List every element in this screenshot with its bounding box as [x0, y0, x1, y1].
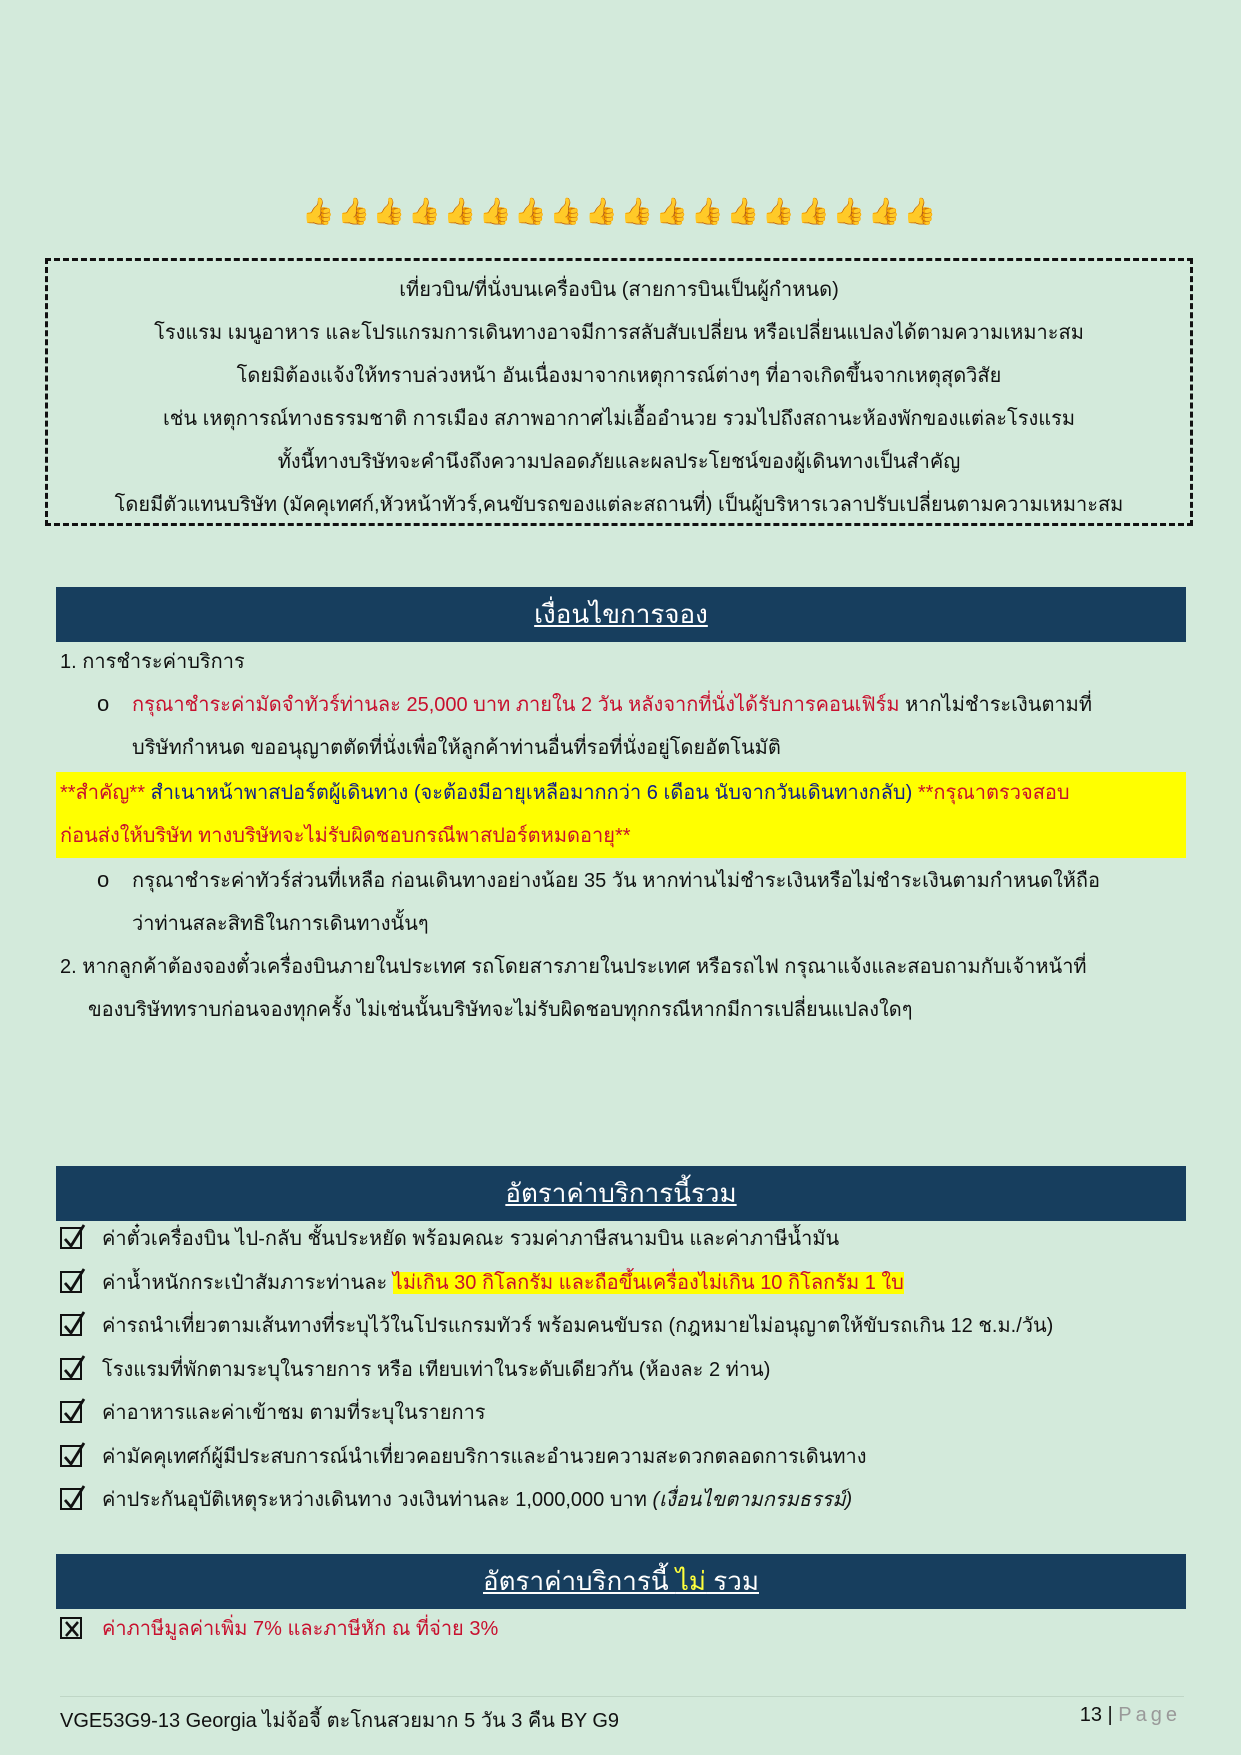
- bullet-icon: o: [97, 691, 110, 716]
- footer-document-title: VGE53G9-13 Georgia ไม่จ้อจี้ ตะโกนสวยมาก 5 วัน 3 คืน BY G9: [60, 1710, 620, 1732]
- page-separator: |: [1107, 1704, 1113, 1726]
- important-line-2: ก่อนส่งให้บริษัท ทางบริษัทจะไม่รับผิดชอบกรณีพาสปอร์ตหมดอายุ**: [60, 825, 631, 847]
- deposit-line-2: บริษัทกำหนด ขออนุญาตตัดที่นั่งเพื่อให้ลูกค้าท่านอื่นที่รอที่นั่งอยู่โดยอัตโนมัติ: [132, 737, 781, 759]
- checkbox-checked-icon: [60, 1445, 82, 1467]
- included-item: [102, 1349, 770, 1392]
- included-header: [56, 1166, 1186, 1221]
- notice-line: ทั้งนี้ทางบริษัทจะคำนึงถึงความปลอดภัยและผลประโยชน์ของผู้เดินทางเป็นสำคัญ: [277, 451, 961, 473]
- notice-line: โดยมีตัวแทนบริษัท (มัคคุเทศก์,หัวหน้าทัวร์,คนขับรถของแต่ละสถานที่) เป็นผู้บริหารเวลาปรับเปลี่ยนตามความเหมาะสม: [114, 494, 1124, 516]
- excluded-title-warn: ไม่: [675, 1566, 707, 1596]
- cross-box-icon: [60, 1617, 82, 1639]
- notice-box: [45, 258, 1193, 526]
- domestic-booking-line-2: ของบริษัททราบก่อนจองทุกครั้ง ไม่เช่นนั้นบริษัทจะไม่รับผิดชอบทุกกรณีหากมีการเปลี่ยนแปลงใดๆ: [88, 999, 913, 1021]
- checkbox-checked-icon: [60, 1227, 82, 1249]
- included-item-text: ค่ารถนำเที่ยวตามเส้นทางที่ระบุไว้ในโปรแกรมทัวร์ พร้อมคนขับรถ (กฎหมายไม่อนุญาตให้ขับรถเกิน 12 ช.ม./วัน): [102, 1315, 1054, 1337]
- booking-conditions-header: [56, 587, 1186, 642]
- checkbox-checked-icon: [60, 1271, 82, 1293]
- page-label: Page: [1118, 1704, 1181, 1726]
- notice-line: โรงแรม เมนูอาหาร และโปรแกรมการเดินทางอาจมีการสลับสับเปลี่ยน หรือเปลี่ยนแปลงได้ตามความเหมาะสม: [154, 322, 1084, 344]
- notice-line: โดยมิต้องแจ้งให้ทราบล่วงหน้า อันเนื่องมาจากเหตุการณ์ต่างๆ ที่อาจเกิดขึ้นจากเหตุสุดวิสัย: [236, 365, 1002, 387]
- excluded-title-a: อัตราค่าบริการนี้: [483, 1566, 676, 1596]
- thumbs-up-icon-row: 👍👍👍👍👍👍👍👍👍👍👍👍👍👍👍👍👍👍: [302, 196, 939, 226]
- included-title: อัตราค่าบริการนี้รวม: [505, 1178, 737, 1208]
- checkbox-checked-icon: [60, 1358, 82, 1380]
- included-item-text: ค่าตั๋วเครื่องบิน ไป-กลับ ชั้นประหยัด พร้อมคณะ รวมค่าภาษีสนามบิน และค่าภาษีน้ำมัน: [102, 1228, 840, 1250]
- deposit-rest-text: หากไม่ชำระเงินตามที่: [899, 694, 1093, 716]
- domestic-booking-line: 2. หากลูกค้าต้องจองตั๋วเครื่องบินภายในประเทศ รถโดยสารภายในประเทศ หรือรถไฟ กรุณาแจ้งและสอบถามกับเจ้าหน้าที่: [60, 956, 1087, 978]
- included-item: [102, 1392, 486, 1435]
- deposit-line: [132, 684, 1092, 727]
- checkbox-checked-icon: [60, 1401, 82, 1423]
- included-item: [102, 1479, 852, 1522]
- included-item-text: ค่าประกันอุบัติเหตุระหว่างเดินทาง วงเงินท่านละ 1,000,000 บาท: [102, 1489, 653, 1511]
- excluded-title-b: รวม: [706, 1566, 759, 1596]
- deposit-red-text: กรุณาชำระค่ามัดจำทัวร์ท่านละ 25,000 บาท ภายใน 2 วัน หลังจากที่นั่งได้รับการคอนเฟิร์ม: [132, 694, 900, 716]
- important-prefix: **สำคัญ**: [60, 782, 145, 804]
- included-item: [102, 1262, 904, 1305]
- bullet-icon: o: [97, 867, 110, 892]
- excluded-header: [56, 1554, 1186, 1609]
- excluded-item: ค่าภาษีมูลค่าเพิ่ม 7% และภาษีหัก ณ ที่จ่าย 3%: [102, 1618, 499, 1640]
- important-check-text: **กรุณาตรวจสอบ: [912, 782, 1070, 804]
- footer-divider: [60, 1696, 1184, 1697]
- important-line: [60, 772, 1070, 815]
- insurance-note: (เงื่อนไขตามกรมธรรม์): [652, 1489, 853, 1511]
- checkbox-checked-icon: [60, 1488, 82, 1510]
- included-item: [102, 1305, 1053, 1348]
- included-item-text: ค่าอาหารและค่าเข้าชม ตามที่ระบุในรายการ: [102, 1402, 486, 1424]
- balance-line: กรุณาชำระค่าทัวร์ส่วนที่เหลือ ก่อนเดินทางอย่างน้อย 35 วัน หากท่านไม่ชำระเงินหรือไม่ชำระเงินตามกำหนดให้ถือ: [132, 870, 1101, 892]
- included-item-text: ค่ามัคคุเทศก์ผู้มีประสบการณ์นำเที่ยวคอยบริการและอำนวยความสะดวกตลอดการเดินทาง: [102, 1446, 867, 1468]
- payment-heading: 1. การชำระค่าบริการ: [60, 651, 245, 673]
- notice-line: เที่ยวบิน/ที่นั่งบนเครื่องบิน (สายการบินเป็นผู้กำหนด): [399, 279, 839, 301]
- included-item: [102, 1436, 867, 1479]
- page-number: 13: [1079, 1704, 1102, 1726]
- included-item: [102, 1218, 839, 1261]
- included-item-text: โรงแรมที่พักตามระบุในรายการ หรือ เทียบเท่าในระดับเดียวกัน (ห้องละ 2 ท่าน): [102, 1359, 771, 1381]
- balance-line-2: ว่าท่านสละสิทธิในการเดินทางนั้นๆ: [132, 913, 429, 935]
- booking-conditions-title: เงื่อนไขการจอง: [534, 599, 708, 629]
- footer-page: [1080, 1704, 1181, 1727]
- baggage-highlight: ไม่เกิน 30 กิโลกรัม และถือขึ้นเครื่องไม่เกิน 10 กิโลกรัม 1 ใบ: [392, 1272, 904, 1294]
- checkbox-checked-icon: [60, 1314, 82, 1336]
- important-passport-text: สำเนาหน้าพาสปอร์ตผู้เดินทาง (จะต้องมีอายุเหลือมากกว่า 6 เดือน นับจากวันเดินทางกลับ): [145, 782, 913, 804]
- notice-line: เช่น เหตุการณ์ทางธรรมชาติ การเมือง สภาพอากาศไม่เอื้ออำนวย รวมไปถึงสถานะห้องพักของแต่ละโรงแรม: [162, 408, 1076, 430]
- included-item-text: ค่าน้ำหนักกระเป๋าสัมภาระท่านละ: [102, 1272, 393, 1294]
